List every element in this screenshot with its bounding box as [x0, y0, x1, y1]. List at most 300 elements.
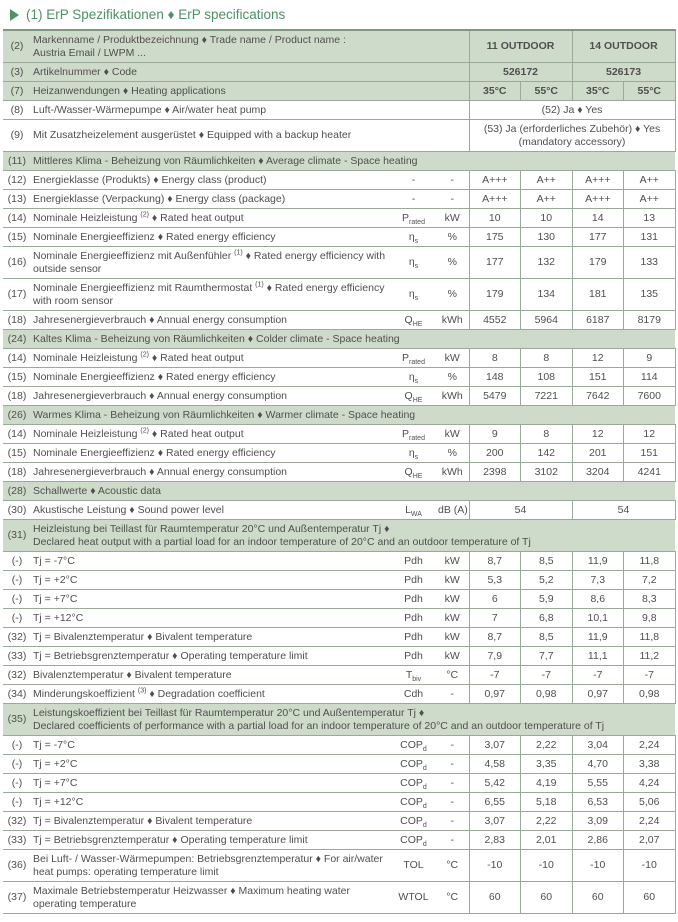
value-cell: 10	[521, 209, 573, 228]
table-row	[3, 628, 675, 647]
row-number: (-)	[3, 736, 31, 755]
row-description: Nominale Heizleistung $^{(2)}$ ♦ Rated heat output	[31, 425, 391, 444]
value-cell: 3102	[521, 463, 573, 482]
row-description: Nominale Energieeffizienz ♦ Rated energy efficiency	[31, 444, 391, 463]
row-description: Minderungskoeffizient $^{(3)}$ ♦ Degradation coefficient	[31, 685, 391, 704]
row-symbol: $\eta_s$	[391, 279, 436, 311]
table-row	[3, 755, 675, 774]
row-number: (36)	[3, 850, 31, 882]
section-title: Mittleres Klima - Beheizung von Räumlichkeiten ♦ Average climate - Space heating	[31, 152, 675, 171]
row-number: (-)	[3, 552, 31, 571]
value-cell: 11 OUTDOOR	[469, 30, 572, 63]
value-cell: 5479	[469, 387, 521, 406]
row-description: Jahresenergieverbrauch ♦ Annual energy consumption	[31, 463, 391, 482]
value-cell: 3,04	[572, 736, 624, 755]
row-symbol: $\eta_s$	[391, 444, 436, 463]
value-cell: 54	[572, 501, 675, 520]
value-cell: 3,38	[624, 755, 676, 774]
row-unit: dB (A)	[436, 501, 469, 520]
value-cell: 6187	[572, 311, 624, 330]
row-symbol: $T_{biv}$	[391, 666, 436, 685]
row-description: Nominale Energieeffizienz ♦ Rated energy efficiency	[31, 368, 391, 387]
row-symbol: $P_{rated}$	[391, 209, 436, 228]
value-cell: 177	[572, 228, 624, 247]
table-row	[3, 387, 675, 406]
value-cell: 7642	[572, 387, 624, 406]
value-cell: 0,98	[521, 685, 573, 704]
row-number: (15)	[3, 368, 31, 387]
row-description: Tj = -7°C	[31, 736, 391, 755]
row-description: Nominale Energieeffizienz ♦ Rated energy efficiency	[31, 228, 391, 247]
row-number: (15)	[3, 444, 31, 463]
value-cell: 11,2	[624, 647, 676, 666]
value-cell: 5,9	[521, 590, 573, 609]
value-cell: 4552	[469, 311, 521, 330]
table-row	[3, 812, 675, 831]
value-cell: 2,22	[521, 736, 573, 755]
section-title: Heizleistung bei Teillast für Raumtemperatur 20°C und Außentemperatur Tj ♦ Declared heat output with a partial load for an indoor temperature of 20°C and an outdoor temperature of Tj	[31, 520, 675, 552]
value-cell: 0,98	[624, 685, 676, 704]
value-cell: 2,24	[624, 736, 676, 755]
table-row	[3, 666, 675, 685]
row-number: (18)	[3, 311, 31, 330]
value-cell: 7,9	[469, 647, 521, 666]
value-cell: 8,5	[521, 628, 573, 647]
value-cell: 9	[624, 349, 676, 368]
row-unit: -	[436, 171, 469, 190]
value-cell: 0,97	[469, 685, 521, 704]
row-unit: kW	[436, 552, 469, 571]
row-unit: kW	[436, 349, 469, 368]
value-cell: 6	[469, 590, 521, 609]
row-description: Nominale Heizleistung $^{(2)}$ ♦ Rated heat output	[31, 209, 391, 228]
value-cell: 8	[469, 349, 521, 368]
row-number: (33)	[3, 831, 31, 850]
value-cell: 6,55	[469, 793, 521, 812]
value-cell: 14	[572, 209, 624, 228]
row-symbol: $COP_d$	[391, 831, 436, 850]
row-symbol: $\eta_s$	[391, 228, 436, 247]
row-number: (-)	[3, 609, 31, 628]
table-row	[3, 609, 675, 628]
value-cell: 9,8	[624, 609, 676, 628]
row-symbol: $COP_d$	[391, 755, 436, 774]
row-description: Akustische Leistung ♦ Sound power level	[31, 501, 391, 520]
row-unit: -	[436, 755, 469, 774]
table-row	[3, 349, 675, 368]
row-unit: kWh	[436, 311, 469, 330]
value-cell: 8	[521, 425, 573, 444]
value-cell: 142	[521, 444, 573, 463]
row-symbol: Pdh	[391, 628, 436, 647]
row-symbol: $\eta_s$	[391, 368, 436, 387]
section-row	[3, 406, 675, 425]
value-cell: 4,70	[572, 755, 624, 774]
value-cell: 5,2	[521, 571, 573, 590]
value-cell: 3,07	[469, 736, 521, 755]
value-cell: 60	[624, 882, 676, 914]
row-symbol: -	[391, 190, 436, 209]
table-row	[3, 82, 675, 101]
row-description: Energieklasse (Verpackung) ♦ Energy class (package)	[31, 190, 391, 209]
row-number: (2)	[3, 30, 31, 63]
table-row	[3, 571, 675, 590]
value-cell: 8,7	[469, 628, 521, 647]
value-cell: -10	[624, 850, 676, 882]
row-number: (34)	[3, 685, 31, 704]
row-unit: -	[436, 190, 469, 209]
value-cell: -7	[624, 666, 676, 685]
table-row	[3, 311, 675, 330]
table-row	[3, 63, 675, 82]
table-row	[3, 30, 675, 63]
value-cell: 11,9	[572, 552, 624, 571]
value-cell: 114	[624, 368, 676, 387]
spec-table-body	[3, 30, 675, 914]
row-unit: %	[436, 228, 469, 247]
row-number: (-)	[3, 590, 31, 609]
row-number: (32)	[3, 812, 31, 831]
row-symbol: $\eta_s$	[391, 247, 436, 279]
row-description: Tj = Bivalenztemperatur ♦ Bivalent temperature	[31, 628, 391, 647]
row-number: (28)	[3, 482, 31, 501]
row-symbol: -	[391, 171, 436, 190]
value-cell: 2,86	[572, 831, 624, 850]
row-number: (-)	[3, 774, 31, 793]
table-row	[3, 247, 675, 279]
value-cell: 11,1	[572, 647, 624, 666]
row-unit: kWh	[436, 463, 469, 482]
value-cell: 2,01	[521, 831, 573, 850]
row-number: (14)	[3, 425, 31, 444]
value-cell: 5964	[521, 311, 573, 330]
value-cell: 5,18	[521, 793, 573, 812]
page-title-text: (1) ErP Spezifikationen ♦ ErP specifications	[26, 7, 286, 22]
row-symbol: $Q_{HE}$	[391, 387, 436, 406]
value-cell: 0,97	[572, 685, 624, 704]
row-symbol: Pdh	[391, 552, 436, 571]
value-cell: 179	[469, 279, 521, 311]
row-symbol: $Q_{HE}$	[391, 463, 436, 482]
row-unit: kW	[436, 647, 469, 666]
row-symbol: $Q_{HE}$	[391, 311, 436, 330]
value-cell: 13	[624, 209, 676, 228]
row-number: (9)	[3, 120, 31, 152]
row-number: (33)	[3, 647, 31, 666]
value-cell: 2,22	[521, 812, 573, 831]
table-row	[3, 501, 675, 520]
row-symbol: $P_{rated}$	[391, 349, 436, 368]
row-symbol: Pdh	[391, 590, 436, 609]
row-unit: -	[436, 812, 469, 831]
row-description: Jahresenergieverbrauch ♦ Annual energy consumption	[31, 387, 391, 406]
value-cell: A++	[521, 190, 573, 209]
table-row	[3, 882, 675, 914]
row-number: (8)	[3, 101, 31, 120]
table-row	[3, 552, 675, 571]
table-row	[3, 793, 675, 812]
value-cell: 177	[469, 247, 521, 279]
value-cell: 8,6	[572, 590, 624, 609]
value-cell: 4,24	[624, 774, 676, 793]
row-number: (-)	[3, 793, 31, 812]
row-unit: kWh	[436, 387, 469, 406]
value-cell: 526173	[572, 63, 675, 82]
value-cell: 179	[572, 247, 624, 279]
row-symbol: Pdh	[391, 647, 436, 666]
row-description: Tj = +2°C	[31, 755, 391, 774]
value-cell: 9	[469, 425, 521, 444]
value-cell: 5,42	[469, 774, 521, 793]
value-cell: 2,83	[469, 831, 521, 850]
section-row	[3, 520, 675, 552]
value-cell: 7,2	[624, 571, 676, 590]
row-number: (31)	[3, 520, 31, 552]
row-description: Tj = +7°C	[31, 590, 391, 609]
table-row	[3, 444, 675, 463]
row-description: Tj = +7°C	[31, 774, 391, 793]
row-unit: kW	[436, 425, 469, 444]
section-title: Kaltes Klima - Beheizung von Räumlichkeiten ♦ Colder climate - Space heating	[31, 330, 675, 349]
table-row	[3, 736, 675, 755]
value-cell: 55°C	[624, 82, 676, 101]
row-description: Jahresenergieverbrauch ♦ Annual energy consumption	[31, 311, 391, 330]
row-symbol: $P_{rated}$	[391, 425, 436, 444]
row-unit: kW	[436, 609, 469, 628]
row-number: (26)	[3, 406, 31, 425]
section-row	[3, 482, 675, 501]
row-description: Tj = Betriebsgrenztemperatur ♦ Operating temperature limit	[31, 647, 391, 666]
value-cell: 35°C	[469, 82, 521, 101]
table-row	[3, 425, 675, 444]
value-cell: 526172	[469, 63, 572, 82]
value-cell: 7221	[521, 387, 573, 406]
row-description: Tj = +12°C	[31, 793, 391, 812]
value-cell: 108	[521, 368, 573, 387]
value-cell: 55°C	[521, 82, 573, 101]
value-cell: 10	[469, 209, 521, 228]
value-cell: 8,5	[521, 552, 573, 571]
value-cell: A+++	[572, 171, 624, 190]
value-cell: A+++	[469, 190, 521, 209]
value-cell: 2,07	[624, 831, 676, 850]
value-cell: 3204	[572, 463, 624, 482]
value-cell: 8	[521, 349, 573, 368]
value-cell: 7	[469, 609, 521, 628]
row-description: Nominale Heizleistung $^{(2)}$ ♦ Rated heat output	[31, 349, 391, 368]
value-cell: 130	[521, 228, 573, 247]
value-cell: 151	[572, 368, 624, 387]
value-cell: 6,53	[572, 793, 624, 812]
value-cell: 135	[624, 279, 676, 311]
value-cell: -7	[521, 666, 573, 685]
row-symbol: $L_{WA}$	[391, 501, 436, 520]
row-number: (11)	[3, 152, 31, 171]
table-row	[3, 171, 675, 190]
value-cell: 35°C	[572, 82, 624, 101]
row-number: (37)	[3, 882, 31, 914]
value-cell: A++	[624, 171, 676, 190]
row-number: (12)	[3, 171, 31, 190]
row-description: Mit Zusatzheizelement ausgerüstet ♦ Equipped with a backup heater	[31, 120, 469, 152]
value-cell: 60	[521, 882, 573, 914]
page-title	[3, 5, 675, 29]
value-cell: 3,35	[521, 755, 573, 774]
row-number: (13)	[3, 190, 31, 209]
value-cell: 7,3	[572, 571, 624, 590]
value-cell: 131	[624, 228, 676, 247]
row-symbol: $COP_d$	[391, 793, 436, 812]
value-cell: 133	[624, 247, 676, 279]
value-cell: 3,07	[469, 812, 521, 831]
value-cell: 5,06	[624, 793, 676, 812]
value-cell: 4241	[624, 463, 676, 482]
value-cell: 12	[572, 425, 624, 444]
value-cell: A+++	[469, 171, 521, 190]
table-row	[3, 590, 675, 609]
erp-spec-table	[3, 29, 676, 914]
section-title: Warmes Klima - Beheizung von Räumlichkeiten ♦ Warmer climate - Space heating	[31, 406, 675, 425]
table-row	[3, 463, 675, 482]
row-unit: -	[436, 685, 469, 704]
row-number: (-)	[3, 755, 31, 774]
value-cell: (52) Ja ♦ Yes	[469, 101, 675, 120]
row-symbol: Pdh	[391, 571, 436, 590]
row-unit: kW	[436, 628, 469, 647]
row-unit: %	[436, 444, 469, 463]
row-description: Nominale Energieeffizienz mit Raumthermostat $^{(1)}$ ♦ Rated energy efficiency with room sensor	[31, 279, 391, 311]
row-description: Luft-/Wasser-Wärmepumpe ♦ Air/water heat pump	[31, 101, 469, 120]
value-cell: 5,55	[572, 774, 624, 793]
row-unit: %	[436, 368, 469, 387]
value-cell: 12	[624, 425, 676, 444]
row-number: (15)	[3, 228, 31, 247]
row-number: (35)	[3, 704, 31, 736]
row-description: Tj = Bivalenztemperatur ♦ Bivalent temperature	[31, 812, 391, 831]
value-cell: 175	[469, 228, 521, 247]
value-cell: 11,9	[572, 628, 624, 647]
row-description: Tj = -7°C	[31, 552, 391, 571]
row-unit: -	[436, 736, 469, 755]
row-unit: -	[436, 774, 469, 793]
table-row	[3, 774, 675, 793]
value-cell: 8179	[624, 311, 676, 330]
right-triangle-icon	[10, 9, 19, 21]
row-number: (32)	[3, 628, 31, 647]
table-row	[3, 831, 675, 850]
row-number: (32)	[3, 666, 31, 685]
row-description: Tj = Betriebsgrenztemperatur ♦ Operating temperature limit	[31, 831, 391, 850]
row-unit: °C	[436, 850, 469, 882]
row-number: (3)	[3, 63, 31, 82]
row-number: (30)	[3, 501, 31, 520]
value-cell: 2398	[469, 463, 521, 482]
value-cell: 14 OUTDOOR	[572, 30, 675, 63]
value-cell: 201	[572, 444, 624, 463]
table-row	[3, 279, 675, 311]
row-description: Tj = +2°C	[31, 571, 391, 590]
table-row	[3, 850, 675, 882]
value-cell: 12	[572, 349, 624, 368]
row-unit: %	[436, 279, 469, 311]
row-description: Energieklasse (Produkts) ♦ Energy class (product)	[31, 171, 391, 190]
row-unit: %	[436, 247, 469, 279]
section-title: Schallwerte ♦ Acoustic data	[31, 482, 675, 501]
row-number: (16)	[3, 247, 31, 279]
table-row	[3, 101, 675, 120]
value-cell: 60	[572, 882, 624, 914]
value-cell: -7	[572, 666, 624, 685]
section-title: Leistungskoeffizient bei Teillast für Raumtemperatur 20°C und Außentemperatur Tj ♦ Declared coefficients of performance with a partial load for an indoor temperature of 20°C and an outdoor temperature of Tj	[31, 704, 675, 736]
section-row	[3, 152, 675, 171]
row-description: Tj = +12°C	[31, 609, 391, 628]
row-number: (14)	[3, 209, 31, 228]
row-description: Bei Luft- / Wasser-Wärmepumpen: Betriebsgrenztemperatur ♦ For air/water heat pumps: operating temperature limit	[31, 850, 391, 882]
row-unit: °C	[436, 666, 469, 685]
value-cell: 200	[469, 444, 521, 463]
row-number: (18)	[3, 463, 31, 482]
row-description: Heizanwendungen ♦ Heating applications	[31, 82, 469, 101]
row-unit: kW	[436, 209, 469, 228]
value-cell: 7600	[624, 387, 676, 406]
value-cell: 151	[624, 444, 676, 463]
value-cell: 7,7	[521, 647, 573, 666]
table-row	[3, 685, 675, 704]
value-cell: -7	[469, 666, 521, 685]
row-unit: kW	[436, 590, 469, 609]
value-cell: 5,3	[469, 571, 521, 590]
value-cell: -10	[521, 850, 573, 882]
row-symbol: $COP_d$	[391, 736, 436, 755]
value-cell: 54	[469, 501, 572, 520]
value-cell: 134	[521, 279, 573, 311]
row-description: Nominale Energieeffizienz mit Außenfühler $^{(1)}$ ♦ Rated energy efficiency with outside sensor	[31, 247, 391, 279]
value-cell: 3,09	[572, 812, 624, 831]
table-row	[3, 209, 675, 228]
value-cell: 181	[572, 279, 624, 311]
value-cell: -10	[572, 850, 624, 882]
section-row	[3, 704, 675, 736]
row-symbol: $COP_d$	[391, 774, 436, 793]
value-cell: 8,7	[469, 552, 521, 571]
table-row	[3, 647, 675, 666]
row-unit: °C	[436, 882, 469, 914]
value-cell: A+++	[572, 190, 624, 209]
value-cell: A++	[521, 171, 573, 190]
row-unit: -	[436, 831, 469, 850]
row-symbol: Pdh	[391, 609, 436, 628]
row-unit: -	[436, 793, 469, 812]
value-cell: 10,1	[572, 609, 624, 628]
value-cell: (53) Ja (erforderliches Zubehör) ♦ Yes (mandatory accessory)	[469, 120, 675, 152]
row-symbol: Cdh	[391, 685, 436, 704]
value-cell: 148	[469, 368, 521, 387]
value-cell: 132	[521, 247, 573, 279]
table-row	[3, 368, 675, 387]
row-number: (7)	[3, 82, 31, 101]
value-cell: 2,24	[624, 812, 676, 831]
row-number: (24)	[3, 330, 31, 349]
value-cell: 4,19	[521, 774, 573, 793]
value-cell: 4,58	[469, 755, 521, 774]
value-cell: 11,8	[624, 628, 676, 647]
value-cell: -10	[469, 850, 521, 882]
table-row	[3, 190, 675, 209]
row-symbol: $COP_d$	[391, 812, 436, 831]
value-cell: A++	[624, 190, 676, 209]
value-cell: 6,8	[521, 609, 573, 628]
row-number: (18)	[3, 387, 31, 406]
